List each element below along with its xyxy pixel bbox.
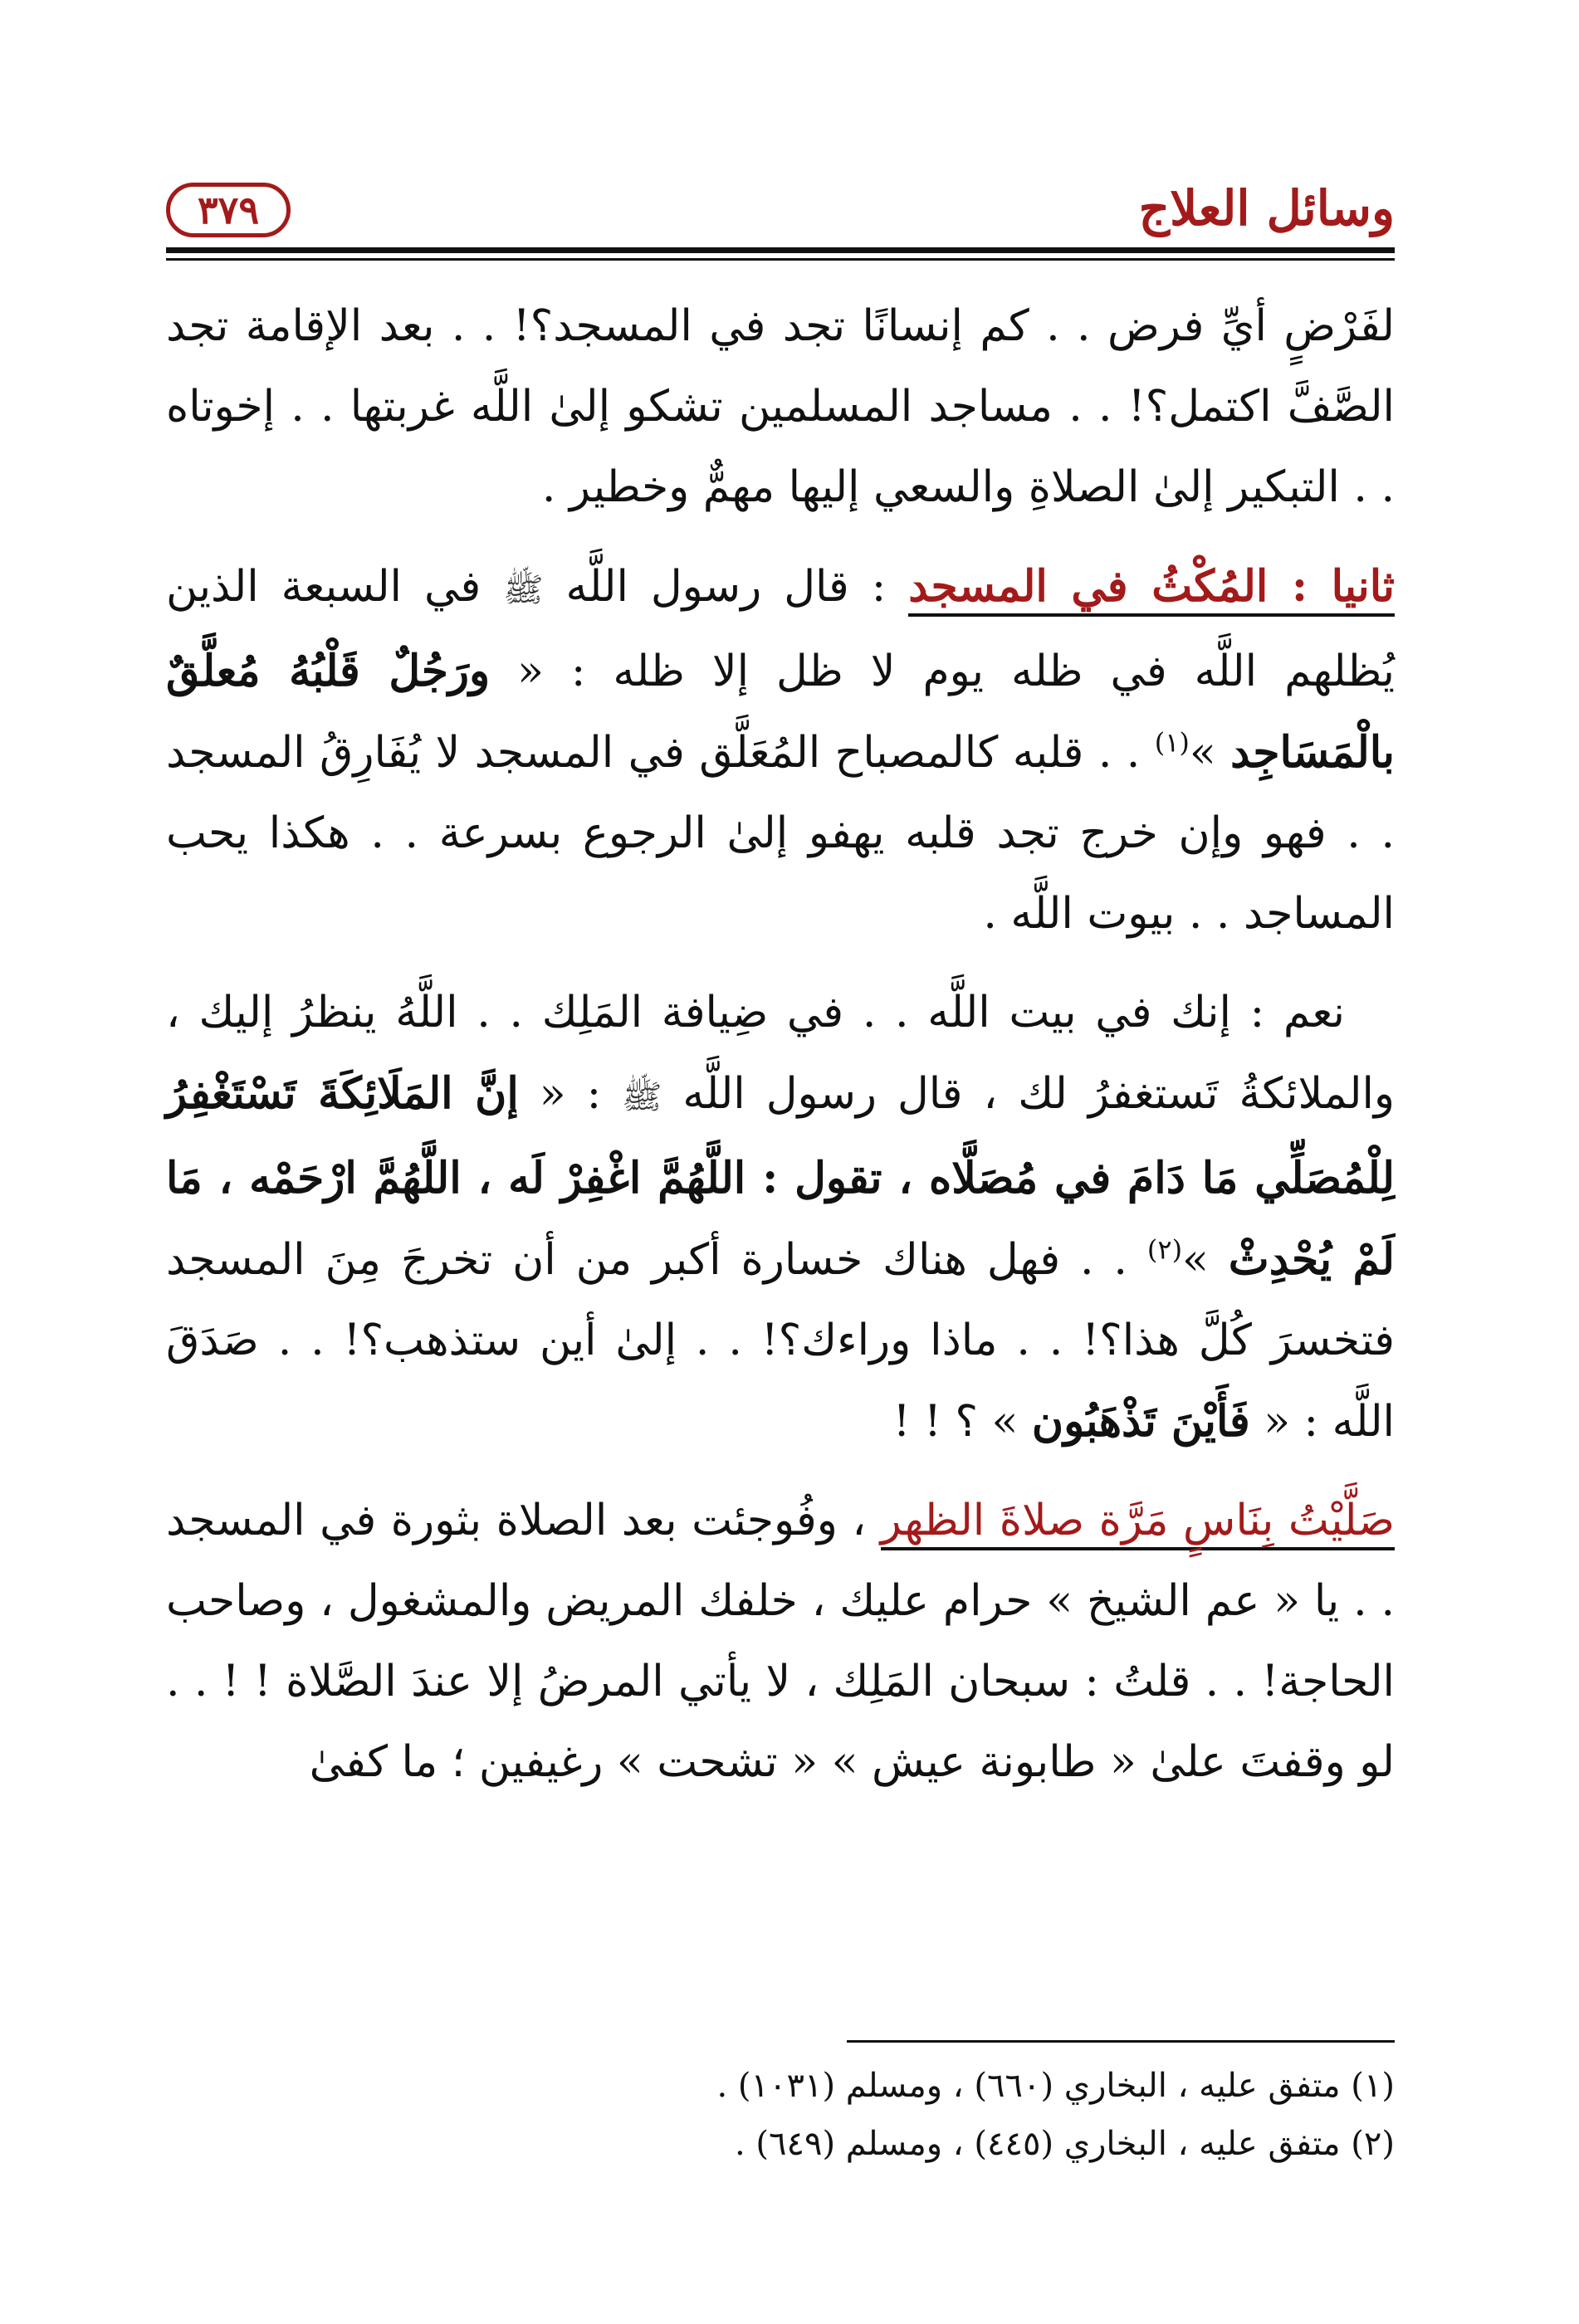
section-heading-staying-in-mosque: ثانيا : المُكْثُ في المسجد (908, 561, 1395, 617)
footnote-ref-1: (١) (1154, 726, 1190, 759)
body-text (166, 286, 1395, 1821)
footnote-1: (١) متفق عليه ، البخاري (٦٦٠) ، ومسلم (١٠٣١) . (716, 2067, 1395, 2105)
page-number-badge (166, 183, 291, 237)
paragraph-2-text-d: . . قلبه كالمصباح المُعَلَّق في المسجد لا يُفَارِقُ المسجد . . فهو وإن خرج تجد قلبه يهفو إلىٰ الرجوع بسرعة . . هكذا يحب المساجد . . بيوت اللَّه . (166, 728, 1395, 939)
running-title: وسائل العلاج (1138, 180, 1395, 237)
paragraph-4-text: ، وفُوجئت بعد الصلاة بثورة في المسجد . . يا « عم الشيخ » حرام عليك ، خلفك المريض والمشغول ، وصاحب الحاجة! . . قلتُ : سبحان المَلِك ، لا يأتي المرضُ إلا عندَ الصَّلاة ! ! . . لو وقفتَ علىٰ « طابونة عيش » « تشحت » رغيفين ؛ ما كفىٰ (166, 1496, 1395, 1787)
paragraph-2-text-b: في السبعة الذين يُظلهم اللَّه في ظله يوم لا ظل إلا ظله : « (166, 562, 1395, 696)
paragraph-3-text-e: » ؟ ! ! (892, 1397, 1032, 1447)
hadith-quote: إنَّ المَلَائِكَةَ تَسْتَغْفِرُ لِلْمُصَلِّي مَا دَامَ في مُصَلَّاه ، تقول : اللَّهُمَّ اغْفِرْ لَه ، اللَّهُمَّ ارْحَمْه ، مَا لَمْ يُحْدِثْ (166, 1068, 1396, 1285)
paragraph-2-text-a: : قال رسول اللَّه (543, 562, 909, 612)
header-rule-thick (166, 247, 1395, 253)
page-header (166, 162, 1395, 253)
salutation-glyph: ﷺ (503, 571, 544, 609)
footnote-2: (٢) متفق عليه ، البخاري (٤٤٥) ، ومسلم (٦٤٩) . (734, 2125, 1395, 2163)
page-number: ٣٧٩ (197, 188, 260, 232)
paragraph-3-text-a: نعم : إنك في بيت اللَّه . . في ضِيافة المَلِك . . اللَّهُ ينظرُ إليك ، والملائكةُ تَستغفرُ لك ، قال رسول اللَّه (166, 988, 1396, 1119)
section-heading-prayed-with-people: صَلَّيْتُ بِنَاسٍ مَرَّة صلاةَ الظهر (881, 1496, 1395, 1550)
header-rule-thin (166, 258, 1395, 261)
paragraph-4 (166, 1481, 1395, 1803)
footnote-divider (847, 2040, 1395, 2043)
paragraph-3 (166, 973, 1395, 1462)
paragraph-3-text-b: : « (518, 1069, 623, 1119)
paragraph-2 (166, 546, 1395, 954)
paragraph-1: لفَرْضٍ أيِّ فرض . . كم إنسانًا تجد في المسجد؟! . . بعد الإقامة تجد الصَّفَّ اكتمل؟! . . مساجد المسلمين تشكو إلىٰ اللَّه غربتها . . إخوتاه . . التبكير إلىٰ الصلاةِ والسعي إليها مهمٌّ وخطير . (166, 301, 1395, 512)
footnotes (166, 2057, 1395, 2173)
paragraph-3-text-d: . . فهل هناك خسارة أكبر من أن تخرجَ مِنَ المسجد فتخسرَ كُلَّ هذا؟! . . ماذا وراءك؟! . . إلىٰ أين ستذهب؟! . . صَدَقَ اللَّه : « (166, 1235, 1395, 1447)
paragraph-3-text-c: » (1182, 1235, 1229, 1285)
footnote-ref-2: (٢) (1146, 1233, 1183, 1266)
paragraph-2-text-c: » (1189, 728, 1231, 778)
hadith-quote: ورَجُلٌ قَلْبُهُ مُعلَّقٌ بالْمَسَاجِد (166, 646, 1396, 778)
quran-quote: فَأَيْنَ تَذْهَبُون (1031, 1396, 1250, 1447)
salutation-glyph: ﷺ (622, 1078, 662, 1116)
